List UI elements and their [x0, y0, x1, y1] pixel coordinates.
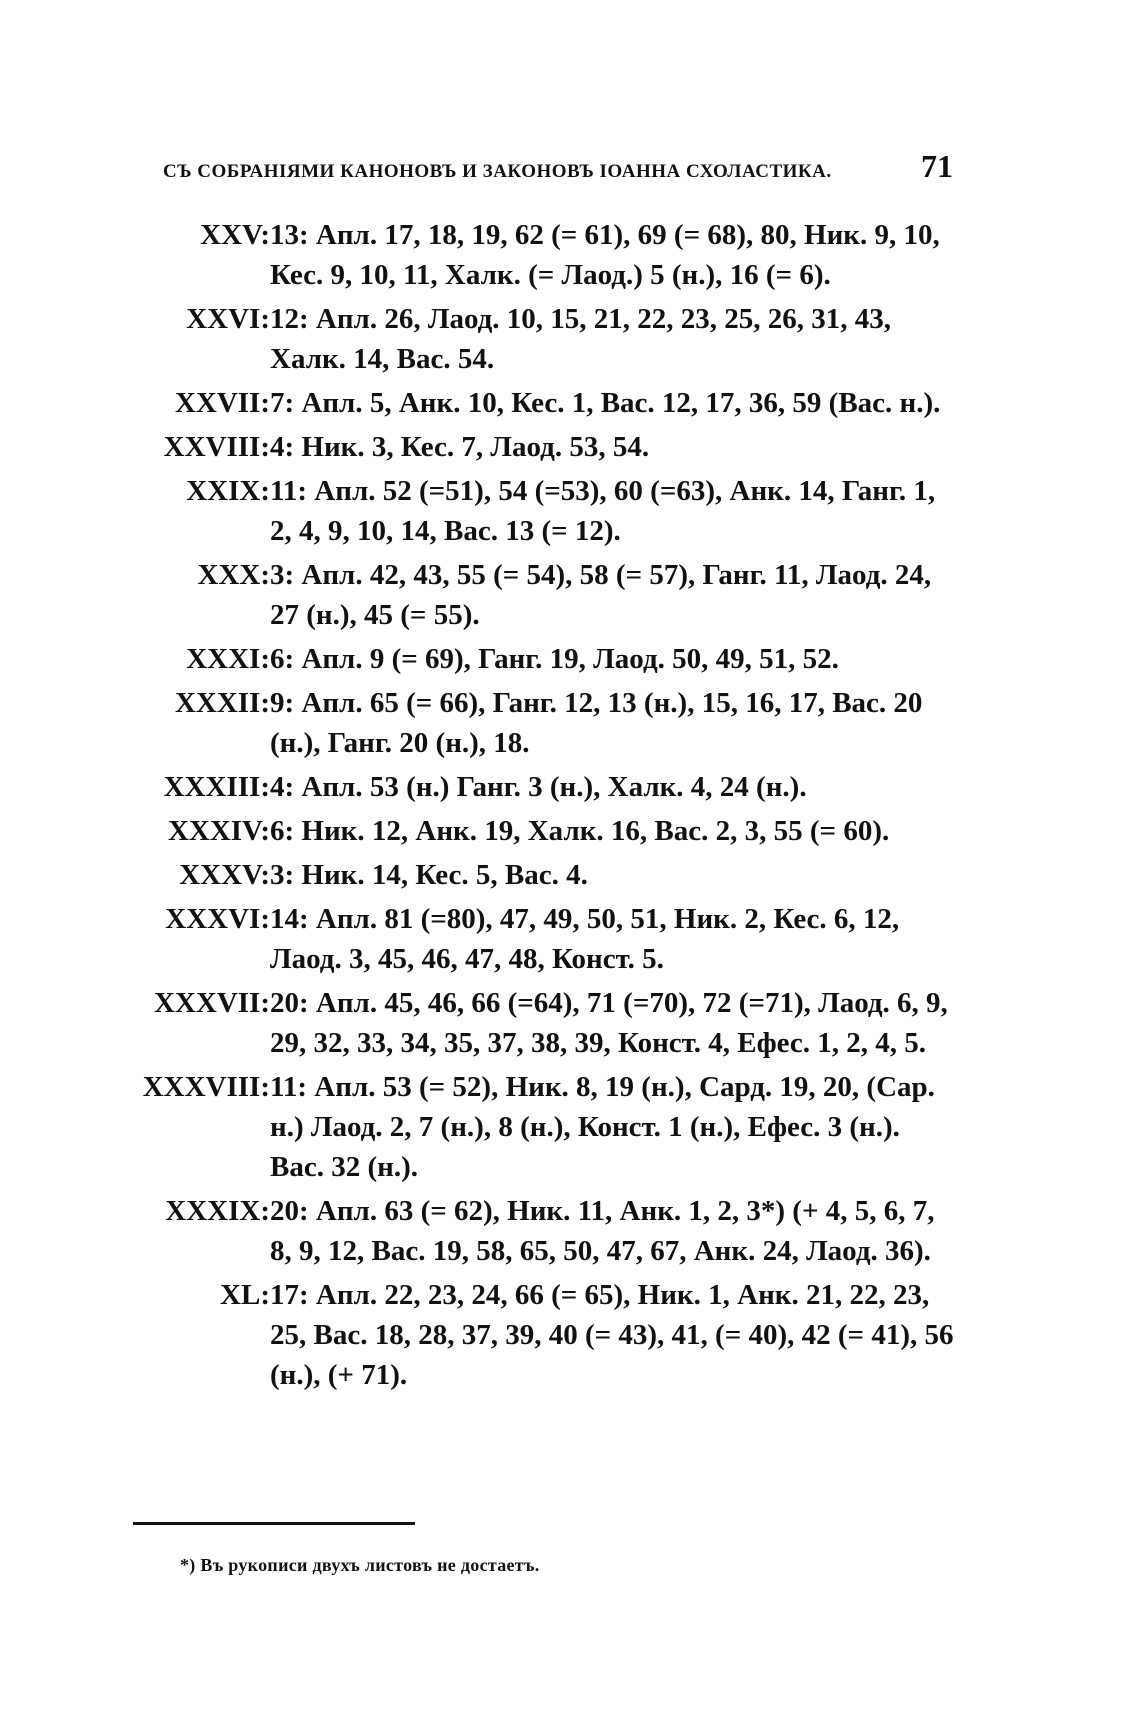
entry-text: 3: Ник. 14, Кес. 5, Вас. 4. — [270, 859, 588, 891]
entry-text: 14: Апл. 81 (=80), 47, 49, 50, 51, Ник. 2, Кес. 6, 12, Лаод. 3, 45, 46, 47, 48, Конст. 5. — [270, 903, 900, 975]
entry-label: XXXII: — [174, 687, 270, 719]
page-header — [163, 148, 953, 185]
entry-text: 13: Апл. 17, 18, 19, 62 (= 61), 69 (= 68), 80, Ник. 9, 10, Кес. 9, 10, 11, Халк. (= Лаод.) 5 (н.), 16 (= 6). — [270, 219, 940, 291]
entry-label: XXXVII: — [154, 987, 270, 1019]
index-entry — [0, 811, 1140, 851]
index-entry — [0, 1191, 1140, 1271]
entry-text: 17: Апл. 22, 23, 24, 66 (= 65), Ник. 1, Анк. 21, 22, 23, 25, Вас. 18, 28, 37, 39, 40 (= 43), 41, (= 40), 42 (= 41), 56 (н.), (+ 71). — [270, 1279, 954, 1391]
page-number: 71 — [921, 148, 953, 184]
entry-text: 4: Апл. 53 (н.) Ганг. 3 (н.), Халк. 4, 24 (н.). — [270, 771, 807, 803]
index-entry — [0, 683, 1140, 763]
entry-text: 11: Апл. 53 (= 52), Ник. 8, 19 (н.), Сард. 19, 20, (Сар. н.) Лаод. 2, 7 (н.), 8 (н.), Конст. 1 (н.), Ефес. 3 (н.). Вас. 32 (н.). — [270, 1071, 935, 1183]
entry-label: XXIX: — [186, 475, 270, 507]
running-title: СЪ СОБРАНІЯМИ КАНОНОВЪ И ЗАКОНОВЪ ІОАННА СХОЛАСТИКА. — [163, 161, 832, 182]
entry-label: XXVIII: — [163, 431, 270, 463]
index-entry — [0, 215, 1140, 295]
entry-label: XXV: — [200, 219, 270, 251]
canon-index-list — [0, 215, 1140, 1399]
entry-label: XXVI: — [186, 303, 270, 335]
index-entry — [0, 1275, 1140, 1395]
entry-text: 7: Апл. 5, Анк. 10, Кес. 1, Вас. 12, 17, 36, 59 (Вас. н.). — [270, 387, 941, 419]
entry-label: XXXVIII: — [142, 1071, 270, 1103]
entry-text: 3: Апл. 42, 43, 55 (= 54), 58 (= 57), Ганг. 11, Лаод. 24, 27 (н.), 45 (= 55). — [270, 559, 932, 631]
index-entry — [0, 855, 1140, 895]
entry-text: 6: Ник. 12, Анк. 19, Халк. 16, Вас. 2, 3, 55 (= 60). — [270, 815, 890, 847]
entry-label: XXXIV: — [167, 815, 270, 847]
entry-text: 11: Апл. 52 (=51), 54 (=53), 60 (=63), Анк. 14, Ганг. 1, 2, 4, 9, 10, 14, Вас. 13 (= 12). — [270, 475, 936, 547]
footnote: *) Въ рукописи двухъ листовъ не достаетъ. — [180, 1555, 540, 1575]
entry-text: 6: Апл. 9 (= 69), Ганг. 19, Лаод. 50, 49, 51, 52. — [270, 643, 839, 675]
entry-text: 9: Апл. 65 (= 66), Ганг. 12, 13 (н.), 15, 16, 17, Вас. 20 (н.), Ганг. 20 (н.), 18. — [270, 687, 923, 759]
index-entry — [0, 427, 1140, 467]
entry-text: 4: Ник. 3, Кес. 7, Лаод. 53, 54. — [270, 431, 650, 463]
entry-label: XXXV: — [179, 859, 270, 891]
index-entry — [0, 767, 1140, 807]
entry-label: XXXIII: — [163, 771, 270, 803]
entry-label: XXXI: — [186, 643, 270, 675]
footnote-rule — [133, 1522, 415, 1525]
index-entry — [0, 471, 1140, 551]
index-entry — [0, 1067, 1140, 1187]
index-entry — [0, 983, 1140, 1063]
entry-label: XXVII: — [174, 387, 270, 419]
entry-label: XXX: — [197, 559, 270, 591]
entry-text: 20: Апл. 63 (= 62), Ник. 11, Анк. 1, 2, 3*) (+ 4, 5, 6, 7, 8, 9, 12, Вас. 19, 58, 65, 50, 47, 67, Анк. 24, Лаод. 36). — [270, 1195, 935, 1267]
entry-text: 20: Апл. 45, 46, 66 (=64), 71 (=70), 72 (=71), Лаод. 6, 9, 29, 32, 33, 34, 35, 37, 38, 39, Конст. 4, Ефес. 1, 2, 4, 5. — [270, 987, 948, 1059]
entry-label: XL: — [220, 1279, 270, 1311]
index-entry — [0, 899, 1140, 979]
entry-text: 12: Апл. 26, Лаод. 10, 15, 21, 22, 23, 25, 26, 31, 43, Халк. 14, Вас. 54. — [270, 303, 892, 375]
index-entry — [0, 299, 1140, 379]
index-entry — [0, 383, 1140, 423]
entry-label: XXXVI: — [165, 903, 270, 935]
index-entry — [0, 555, 1140, 635]
index-entry — [0, 639, 1140, 679]
entry-label: XXXIX: — [165, 1195, 270, 1227]
